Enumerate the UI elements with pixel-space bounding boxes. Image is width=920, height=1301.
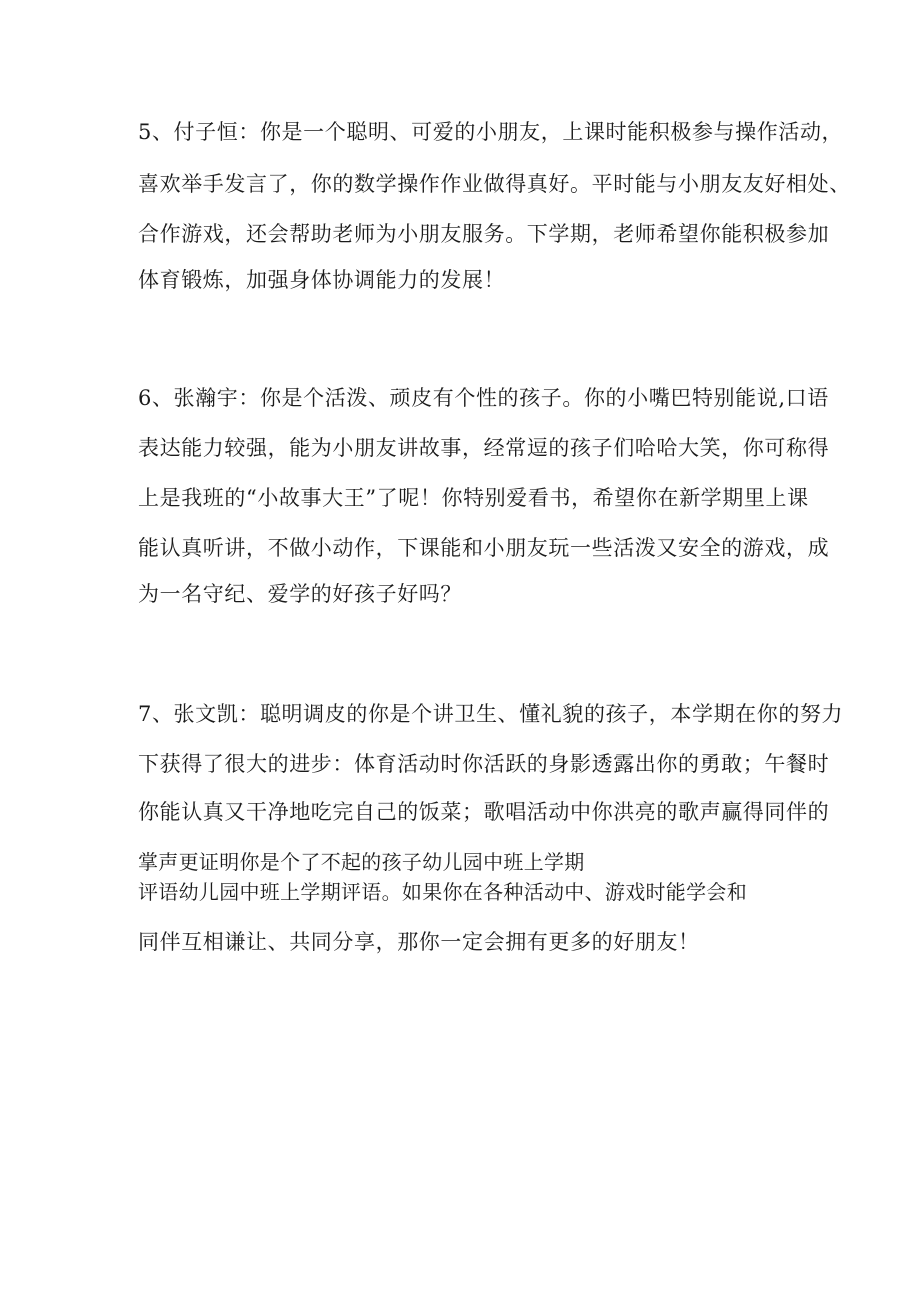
paragraph-line: 下获得了很大的进步：体育活动时你活跃的身影透露出你的勇敢；午餐时 [138,752,830,776]
paragraph-line: 上是我班的“小故事大王”了呢！你特别爱看书，希望你在新学期里上课 [138,486,809,510]
paragraph-line: 你能认真又干净地吃完自己的饭菜；歌唱活动中你洪亮的歌声赢得同伴的 [138,800,830,824]
paragraph-line: 6、张瀚宇：你是个活泼、顽皮有个性的孩子。你的小嘴巴特别能说,口语 [138,386,829,410]
paragraph-line: 表达能力较强，能为小朋友讲故事，经常逗的孩子们哈哈大笑，你可称得 [138,436,830,460]
paragraph-line: 合作游戏，还会帮助老师为小朋友服务。下学期，老师希望你能积极参加 [138,222,830,246]
paragraph-line: 5、付子恒：你是一个聪明、可爱的小朋友，上课时能积极参与操作活动， [138,120,844,144]
paragraph-line: 掌声更证明你是个了不起的孩子幼儿园中班上学期 [138,850,585,874]
paragraph-line: 体育锻炼，加强身体协调能力的发展！ [138,268,506,292]
paragraph-line: 评语幼儿园中班上学期评语。如果你在各种活动中、游戏时能学会和 [138,880,747,904]
paragraph-line: 同伴互相谦让、共同分享，那你一定会拥有更多的好朋友！ [138,930,700,954]
paragraph-line: 为一名守纪、爱学的好孩子好吗？ [138,582,462,606]
paragraph-line: 能认真听讲，不做小动作，下课能和小朋友玩一些活泼又安全的游戏，成 [138,536,830,560]
paragraph-line: 喜欢举手发言了，你的数学操作作业做得真好。平时能与小朋友友好相处、 [138,172,851,196]
paragraph-line: 7、张文凯：聪明调皮的你是个讲卫生、懂礼貌的孩子，本学期在你的努力 [138,702,844,726]
